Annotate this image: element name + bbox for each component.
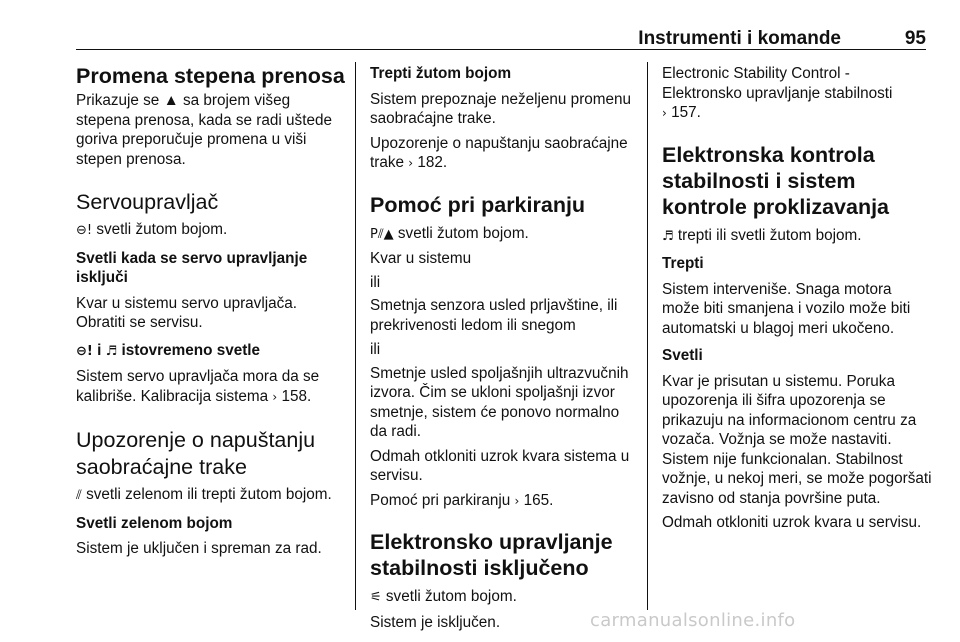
- text-trepti2: [370, 134, 638, 174]
- text-pomoc: [370, 491, 638, 512]
- text-servo-body: svetli žutom bojom.: [96, 221, 228, 238]
- text-trepti-svetli-body: trepti ili svetli žutom bojom.: [677, 226, 862, 244]
- text-zelenom: Sistem je uključen i spreman za rad.: [76, 540, 322, 557]
- column-3: [662, 64, 932, 538]
- text-ili-2: ili: [370, 341, 381, 358]
- ref-arrow-icon: ›: [514, 493, 520, 508]
- skid-icon: ♬: [662, 228, 674, 244]
- text-svetli-servo: Kvar u sistemu servo upravljača. Obratiti se servisu.: [76, 294, 298, 331]
- ref-arrow-icon: ›: [662, 106, 667, 120]
- steering-warning-icon: ⊖!: [76, 343, 93, 359]
- heading-trepti-zutom: Trepti žutom bojom: [370, 65, 512, 82]
- header-rule: [76, 49, 926, 50]
- heading-istovremeno-i: i: [97, 341, 102, 359]
- heading-trepti: Trepti: [662, 255, 704, 272]
- text-istovremeno: [76, 367, 348, 407]
- heading-parkiranje: Pomoć pri parkiranju: [370, 192, 586, 217]
- text-trepti2-ref: 182.: [417, 154, 448, 171]
- column-2: [370, 64, 638, 637]
- text-trepti: Sistem interveniše. Snaga motora može biti smanjena i vozilo može biti automatski u blagoj meri ukočeno.: [662, 280, 911, 337]
- heading-zelenom: Svetli zelenom bojom: [76, 514, 233, 532]
- heading-upozorenje: Upozorenje o napuštanju saobraćajne trake: [76, 428, 316, 479]
- text-kvar: Kvar u sistemu: [370, 250, 472, 267]
- heading-svetli: Svetli: [662, 347, 703, 364]
- text-trepti1: Sistem prepoznaje neželjenu promenu saobraćajne trake.: [370, 90, 632, 127]
- heading-svetli-servo: Svetli kada se servo upravljanje isključi: [76, 249, 308, 286]
- text-servo: [76, 220, 348, 241]
- text-el-svetli: [370, 587, 638, 608]
- page-header: [76, 26, 926, 50]
- text-istovremeno-ref: 158.: [281, 387, 312, 405]
- skid-icon: ♬: [105, 343, 118, 359]
- text-svetli: Kvar je prisutan u sistemu. Poruka upozorenja ili šifra upozorenja se prikazuju na informacionom centru za vozača. Vožnja se može nastaviti. Sistem nije funkcionalan. Stabilnost vožnje, u nekoj meri, se može pogoršati zavisno od stanja površine puta.: [662, 372, 932, 507]
- text-promena: Prikazuje se ▲ sa brojem višeg stepena prenosa, kada se radi uštede goriva preporučuje promena u viši stepen prenosa.: [76, 92, 332, 168]
- ref-arrow-icon: ›: [408, 156, 414, 170]
- steering-warning-icon: ⊖!: [76, 223, 93, 238]
- text-upozorenje: [76, 485, 348, 506]
- text-esc-ref-line: [662, 103, 932, 124]
- text-esc-ref: 157.: [671, 104, 701, 121]
- heading-istovremeno-text: istovremeno svetle: [121, 341, 261, 359]
- text-parkiranje-body: svetli žutom bojom.: [397, 224, 529, 242]
- parking-assist-icon: P⫽▲: [370, 226, 394, 242]
- text-smetnja: Smetnja senzora usled prljavštine, ili prekrivenosti ledom ili snegom: [370, 297, 618, 334]
- text-iskljucen: Sistem je isključen.: [370, 613, 501, 631]
- header-title: Instrumenti i komande: [638, 28, 841, 49]
- heading-servo: Servoupravljač: [76, 190, 219, 214]
- column-divider-1: [355, 62, 356, 610]
- text-el-svetli-body: svetli žutom bojom.: [385, 588, 517, 605]
- text-upozorenje-body: svetli zelenom ili trepti žutom bojom.: [86, 486, 332, 503]
- text-istovremeno-body: Sistem servo upravljača mora da se kalibriše. Kalibracija sistema: [76, 368, 320, 405]
- ref-arrow-icon: ›: [272, 389, 278, 404]
- text-pomoc-body: Pomoć pri parkiranju: [370, 491, 511, 509]
- text-odmah: Odmah otkloniti uzrok kvara sistema u servisu.: [370, 447, 630, 484]
- esc-off-icon: ⚟: [370, 590, 382, 605]
- text-pomoc-ref: 165.: [523, 491, 554, 509]
- heading-elektronsko: Elektronsko upravljanje stabilnosti isključeno: [370, 530, 613, 580]
- column-1: [76, 64, 348, 564]
- text-trepti-svetli: [662, 226, 932, 247]
- text-esc: Electronic Stability Control - Elektronsko upravljanje stabilnosti: [662, 65, 893, 102]
- text-parkiranje: [370, 224, 638, 245]
- lane-departure-icon: ⫽: [76, 488, 82, 503]
- page-number: 95: [904, 28, 926, 49]
- text-trepti2-body: Upozorenje o napuštanju saobraćajne trake: [370, 134, 628, 171]
- heading-istovremeno: [76, 341, 348, 362]
- column-divider-2: [647, 62, 648, 610]
- text-odmah-col3: Odmah otkloniti uzrok kvara u servisu.: [662, 514, 922, 531]
- watermark: carmanualsonline.info: [590, 610, 796, 631]
- text-ili-1: ili: [370, 273, 381, 291]
- heading-promena: Promena stepena prenosa: [76, 64, 345, 88]
- text-smetnje: Smetnje usled spoljašnjih ultrazvučnih izvora. Čim se ukloni spoljašnji izvor smetnje, sistem će ponovo normalno da radi.: [370, 364, 629, 440]
- heading-kontrola: Elektronska kontrola stabilnosti i sistem kontrole proklizavanja: [662, 142, 890, 219]
